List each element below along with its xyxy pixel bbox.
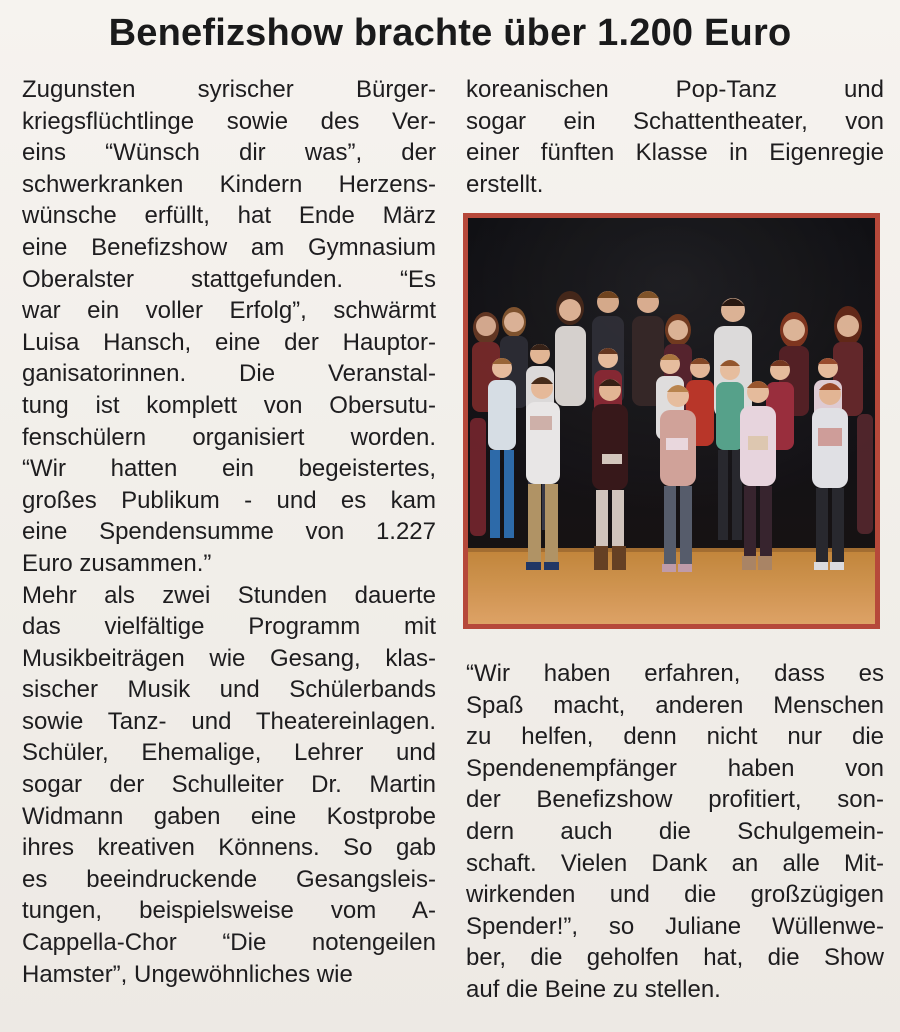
text-line: schaft. Vielen Dank an alle Mit- [466,849,884,877]
text-line: dern auch die Schulgemein- [466,817,884,845]
text-line: großes Publikum - und es kam [22,486,436,514]
text-line: erstellt. [466,170,544,198]
text-line: Zugunsten syrischer Bürger- [22,76,436,103]
text-line: eine Spendensumme von 1.227 [22,518,436,546]
text-line: koreanischen Pop-Tanz und [466,76,884,103]
text-line: Spender!”, so Juliane Wüllenwe- [466,912,884,940]
group-photo [468,218,875,624]
text-line: eins “Wünsch dir was”, der [22,139,436,167]
text-line: schwerkranken Kindern Herzens- [22,170,436,198]
text-line: ber, die geholfen hat, die Show [466,944,884,972]
text-line: Schüler, Ehemalige, Lehrer und [22,739,436,767]
text-line: wünsche erfüllt, hat Ende März [22,202,436,230]
text-line: kriegsflüchtlinge sowie des Ver- [22,107,436,135]
text-line: Euro zusammen.” [22,549,212,577]
text-line: tung ist komplett von Obersutu- [22,391,436,419]
text-line: das vielfältige Programm mit [22,613,436,641]
text-line: eine Benefizshow am Gymnasium [22,233,436,261]
text-line: sowie Tanz- und Theatereinlagen. [22,707,436,735]
text-line: auf die Beine zu stellen. [466,975,721,1003]
text-line: Luisa Hansch, eine der Hauptor- [22,328,436,356]
article-column-left [22,74,436,990]
text-line: sogar ein Schattentheater, von [466,107,884,135]
text-line: Spaß macht, anderen Menschen [466,691,884,719]
text-line: “Wir haben erfahren, dass es [466,660,884,687]
article-photo [463,213,880,629]
text-line: Spendenempfänger haben von [466,754,884,782]
text-line: sogar der Schulleiter Dr. Martin [22,771,436,799]
text-line: Musikbeiträgen wie Gesang, klas- [22,644,436,672]
text-line: Hamster”, Ungewöhnliches wie [22,960,353,988]
text-line: fenschülern organisiert worden. [22,423,436,451]
text-line: ganisatorinnen. Die Veranstal- [22,360,436,388]
text-line: tungen, beispielsweise vom A- [22,897,436,925]
text-line: ihres kreativen Könnens. So gab [22,834,436,862]
article-column-right-top [466,74,884,200]
text-line: “Wir hatten ein begeistertes, [22,455,436,483]
text-line: sischer Musik und Schülerbands [22,676,436,704]
text-line: einer fünften Klasse in Eigenregie [466,139,884,167]
text-line: Oberalster stattgefunden. “Es [22,265,436,293]
article-column-right-bottom [466,658,884,1006]
text-line: Cappella-Chor “Die notengeilen [22,929,436,957]
text-line: der Benefizshow profitiert, son- [466,786,884,814]
text-line: Widmann gaben eine Kostprobe [22,802,436,830]
text-line: wirkenden und die großzügigen [466,881,884,909]
text-line: Mehr als zwei Stunden dauerte [22,581,436,609]
text-line: zu helfen, denn nicht nur die [466,723,884,751]
headline: Benefizshow brachte über 1.200 Euro [108,12,792,54]
text-line: es beeindruckende Gesangsleis- [22,865,436,893]
text-line: war ein voller Erfolg”, schwärmt [22,297,436,325]
